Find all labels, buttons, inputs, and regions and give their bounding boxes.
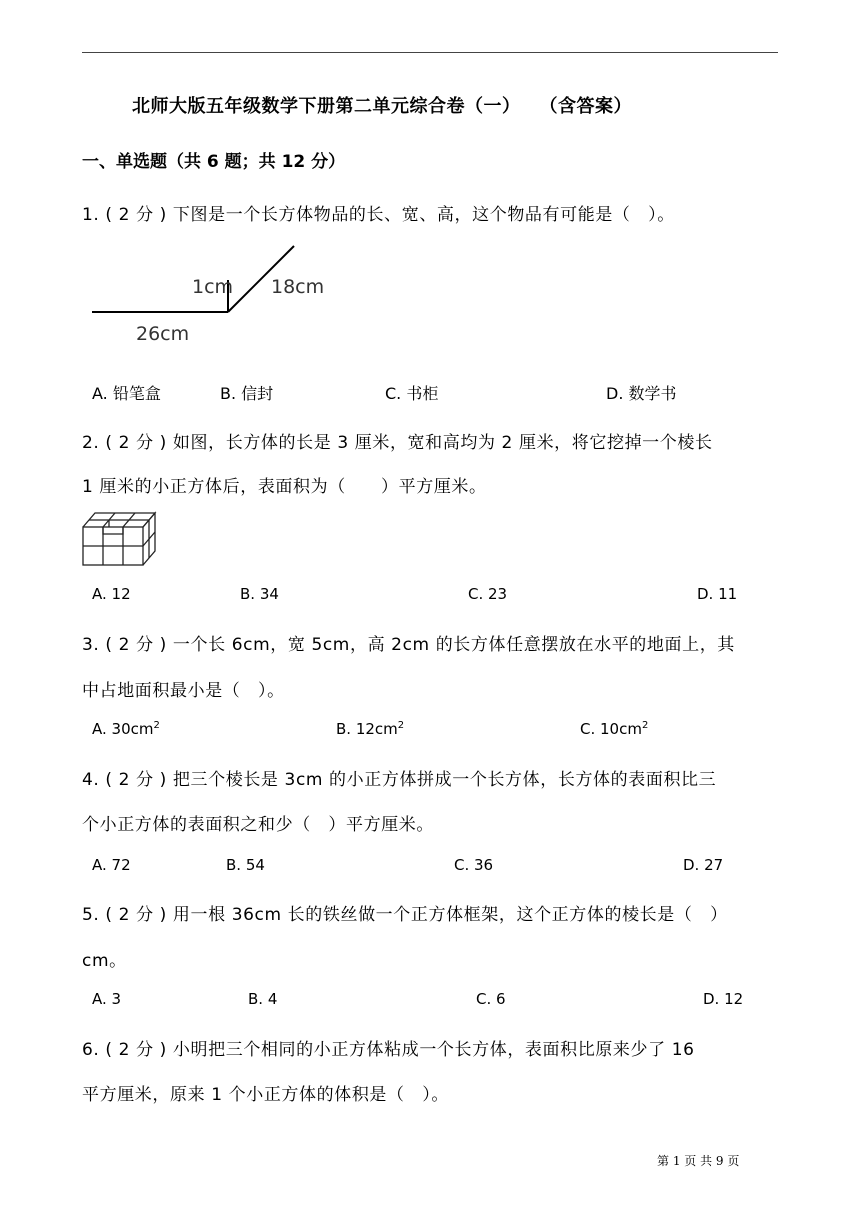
q3-option-c[interactable]: C. $10cm^2$ [580,720,649,738]
header-rule [82,52,778,53]
page-title: 北师大版五年级数学下册第二单元综合卷（一） （含答案） [132,96,632,117]
page-number: 第 1 页 共 9 页 [657,1154,740,1168]
q2-option-c[interactable]: C. 23 [468,585,508,603]
section-heading: 一、单选题（共 6 题；共 12 分） [82,152,346,172]
question-2-figure [82,508,162,568]
q1-option-c[interactable]: C. 书柜 [385,384,439,403]
q4-option-d[interactable]: D. 27 [683,856,724,874]
question-4-line-1: 4. ( 2 分 ) 把三个棱长是 3cm 的小正方体拼成一个长方体，长方体的表面积比三 [82,770,717,790]
question-2-line-1: 2. ( 2 分 ) 如图，长方体的长是 3 厘米，宽和高均为 2 厘米，将它挖掉一个棱长 [82,433,713,453]
question-5-line-2: cm。 [82,951,127,971]
q3-option-a[interactable]: A. $30cm^2$ [92,720,160,738]
question-1-figure [88,240,348,350]
q2-option-d[interactable]: D. 11 [697,585,738,603]
q5-option-b[interactable]: B. 4 [248,990,278,1008]
q4-option-b[interactable]: B. 54 [226,856,265,874]
question-2-line-2: 1 厘米的小正方体后，表面积为（ ）平方厘米。 [82,477,487,497]
q5-option-d[interactable]: D. 12 [703,990,744,1008]
q4-option-c[interactable]: C. 36 [454,856,494,874]
q5-option-c[interactable]: C. 6 [476,990,506,1008]
q2-option-a[interactable]: A. 12 [92,585,131,603]
question-4-line-2: 个小正方体的表面积之和少（ ）平方厘米。 [82,815,434,835]
q1-option-a[interactable]: A. 铅笔盒 [92,384,161,403]
q2-option-b[interactable]: B. 34 [240,585,279,603]
length-label: 26cm [136,323,190,345]
q3-option-b[interactable]: B. $12cm^2$ [336,720,405,738]
q4-option-a[interactable]: A. 72 [92,856,131,874]
question-3-line-1: 3. ( 2 分 ) 一个长 6cm，宽 5cm，高 2cm 的长方体任意摆放在水平的地面上，其 [82,635,735,655]
width-label: 1cm [192,276,234,298]
question-6-line-2: 平方厘米，原来 1 个小正方体的体积是（ ）。 [82,1085,449,1105]
question-1-text: 1. ( 2 分 ) 下图是一个长方体物品的长、宽、高，这个物品有可能是（ ）。 [82,205,675,225]
question-6-line-1: 6. ( 2 分 ) 小明把三个相同的小正方体粘成一个长方体，表面积比原来少了 16 [82,1040,695,1060]
height-label: 18cm [271,276,325,298]
q5-option-a[interactable]: A. 3 [92,990,122,1008]
q1-option-d[interactable]: D. 数学书 [606,384,677,403]
question-3-line-2: 中占地面积最小是（ ）。 [82,681,285,701]
question-5-line-1: 5. ( 2 分 ) 用一根 36cm 长的铁丝做一个正方体框架，这个正方体的棱长是（ ） [82,905,728,925]
q1-option-b[interactable]: B. 信封 [220,384,274,403]
